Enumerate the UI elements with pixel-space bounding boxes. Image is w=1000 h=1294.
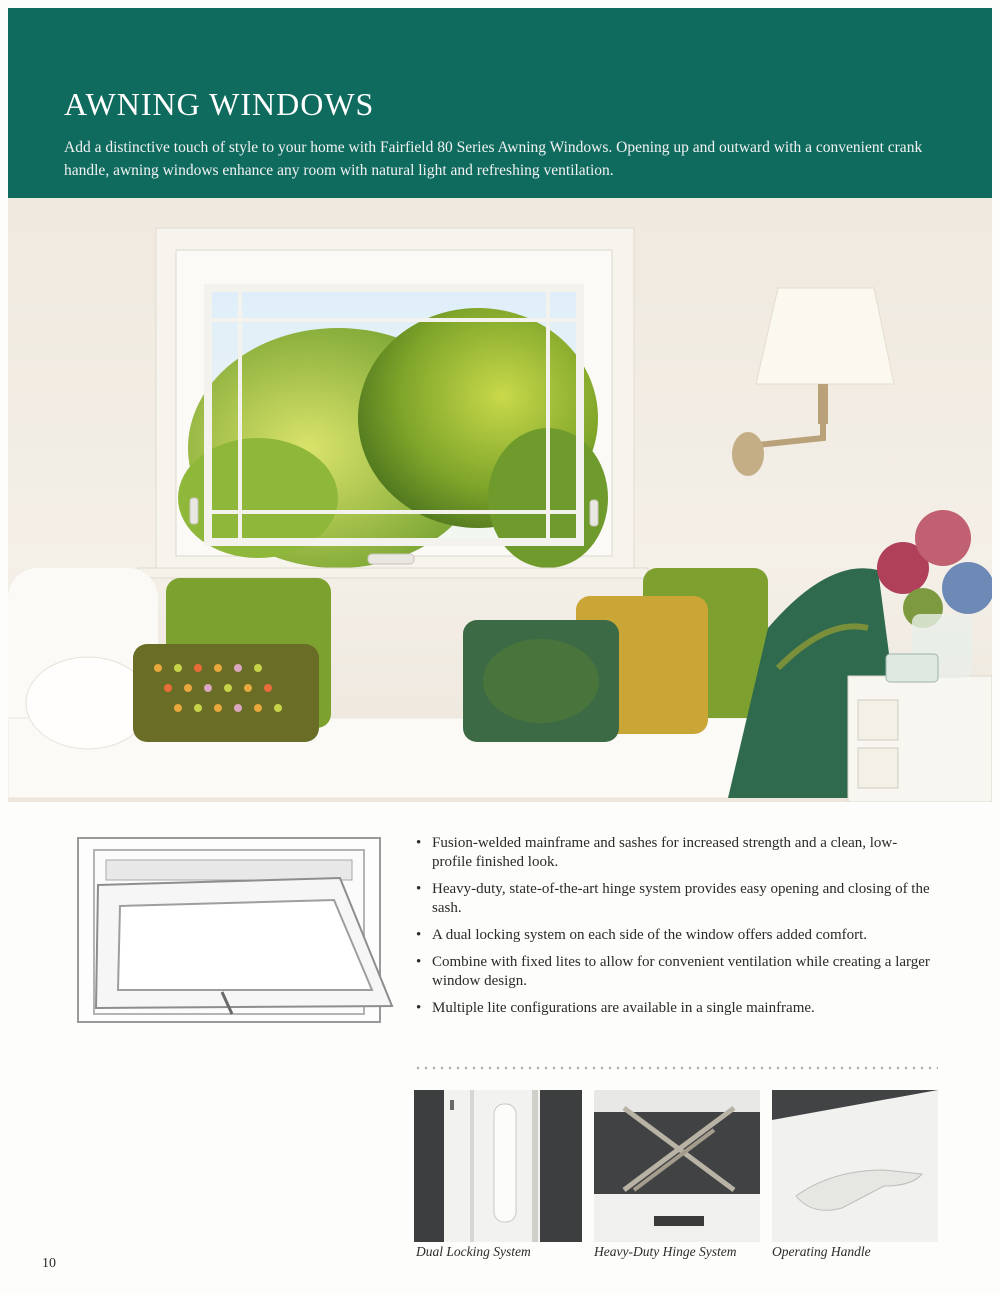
- dotted-divider: [414, 1066, 938, 1070]
- feature-item: • Combine with fixed lites to allow for convenient ventilation while creating a larger window design.: [414, 953, 934, 991]
- feature-item: • Heavy-duty, state-of-the-art hinge system provides easy opening and closing of the sash.: [414, 880, 934, 918]
- thumb-operating-handle: [772, 1090, 938, 1242]
- thumb-dual-locking: [414, 1090, 582, 1242]
- hero-photo: [8, 198, 992, 802]
- intro-text: Add a distinctive touch of style to your home with Fairfield 80 Series Awning Windows. Opening up and outward with a convenient crank handle, awning windows enhance any room with natural light and refreshing ventilation.: [64, 139, 923, 179]
- page-title: AWNING WINDOWS: [64, 86, 375, 122]
- header-band: [8, 8, 992, 198]
- feature-list: [414, 834, 934, 1026]
- awning-window-product: [72, 830, 398, 1030]
- thumb-hinge-system: [594, 1090, 760, 1242]
- page-number: 10: [42, 1256, 56, 1271]
- caption-dual-locking: Dual Locking System: [416, 1244, 531, 1259]
- feature-item: • A dual locking system on each side of the window offers added comfort.: [414, 926, 934, 945]
- room-illustration: [8, 198, 992, 802]
- caption-operating-handle: Operating Handle: [772, 1244, 871, 1259]
- feature-item: • Multiple lite configurations are available in a single mainframe.: [414, 999, 934, 1018]
- caption-hinge-system: Heavy-Duty Hinge System: [594, 1244, 737, 1259]
- feature-item: • Fusion-welded mainframe and sashes for increased strength and a clean, low-profile finished look.: [414, 834, 934, 872]
